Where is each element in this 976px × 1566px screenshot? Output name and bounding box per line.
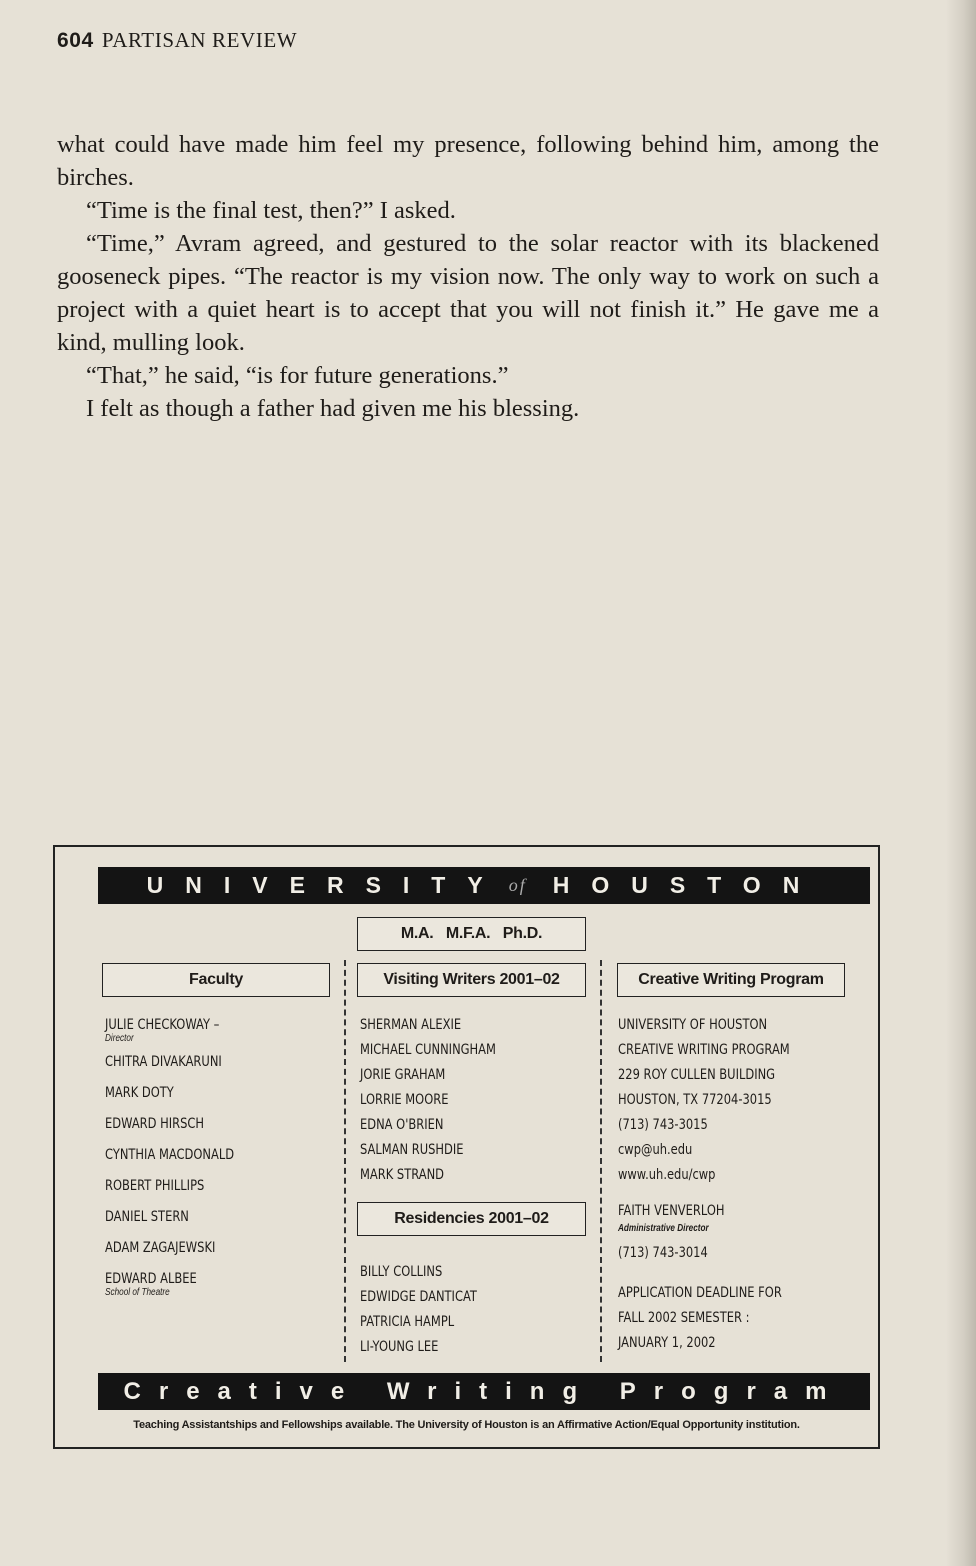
degrees-box: M.A. M.F.A. Ph.D. [357, 917, 586, 951]
page-number: 604 [57, 29, 94, 52]
title-university: UNIVERSITY [146, 872, 505, 898]
residencies-list [360, 1264, 503, 1364]
paragraph: “Time is the final test, then?” I asked. [86, 197, 456, 224]
address-line: CREATIVE WRITING PROGRAM [618, 1042, 790, 1058]
resident-writer: BILLY COLLINS [360, 1264, 443, 1280]
paragraph: I felt as though a father had given me his blessing. [86, 395, 580, 422]
contact-name: FAITH VENVERLOH [618, 1203, 725, 1219]
faculty-member: ADAM ZAGAJEWSKI [105, 1240, 216, 1256]
visiting-writers-heading: Visiting Writers 2001–02 [357, 963, 586, 997]
ad-footer: Teaching Assistantships and Fellowships available. The University of Houston is an Affirmative Action/Equal Opportunity institution. [133, 1419, 800, 1431]
deadline-line: APPLICATION DEADLINE FOR [618, 1285, 782, 1301]
deadline-block [618, 1285, 818, 1360]
visiting-writer: SALMAN RUSHDIE [360, 1142, 464, 1158]
address-line: HOUSTON, TX 77204-3015 [618, 1092, 772, 1108]
contact-phone: (713) 743-3014 [618, 1245, 708, 1261]
column-divider [600, 960, 602, 1362]
resident-writer: PATRICIA HAMPL [360, 1314, 455, 1330]
faculty-role: School of Theatre [105, 1287, 170, 1298]
email-address: cwp@uh.edu [618, 1142, 693, 1158]
contact-block [618, 1203, 748, 1270]
program-address [618, 1017, 827, 1192]
address-line: 229 ROY CULLEN BUILDING [618, 1067, 776, 1083]
page-edge [946, 0, 976, 1566]
resident-writer: EDWIDGE DANTICAT [360, 1289, 477, 1305]
story-text [57, 128, 879, 425]
address-line: UNIVERSITY OF HOUSTON [618, 1017, 768, 1033]
ad-title-banner [98, 867, 870, 904]
visiting-writers-list [360, 1017, 526, 1192]
title-of: of [508, 875, 527, 895]
visiting-writer: JORIE GRAHAM [360, 1067, 446, 1083]
running-header [57, 28, 297, 53]
faculty-member: EDWARD HIRSCH [105, 1116, 205, 1132]
faculty-member: EDWARD ALBEE [105, 1271, 197, 1287]
faculty-member: MARK DOTY [105, 1085, 174, 1101]
visiting-writer: LORRIE MOORE [360, 1092, 449, 1108]
title-houston: HOUSTON [552, 872, 822, 898]
residencies-heading: Residencies 2001–02 [357, 1202, 586, 1236]
visiting-writer: EDNA O'BRIEN [360, 1117, 444, 1133]
paragraph: “That,” he said, “is for future generations.” [86, 362, 509, 389]
address-line: (713) 743-3015 [618, 1117, 708, 1133]
faculty-heading: Faculty [102, 963, 330, 997]
deadline-line: JANUARY 1, 2002 [618, 1335, 716, 1351]
creative-writing-program-heading: Creative Writing Program [617, 963, 845, 997]
faculty-member: ROBERT PHILLIPS [105, 1178, 205, 1194]
faculty-member: CHITRA DIVAKARUNI [105, 1054, 222, 1070]
paragraph: what could have made him feel my presence, following behind him, among the birches. [57, 131, 879, 191]
faculty-member: JULIE CHECKOWAY – [105, 1017, 220, 1033]
journal-title: PARTISAN REVIEW [101, 28, 298, 52]
creative-writing-banner: Creative Writing Program [98, 1373, 870, 1410]
visiting-writer: MICHAEL CUNNINGHAM [360, 1042, 496, 1058]
faculty-member: CYNTHIA MACDONALD [105, 1147, 235, 1163]
visiting-writer: MARK STRAND [360, 1167, 445, 1183]
contact-role: Administrative Director [618, 1223, 709, 1234]
paragraph: “Time,” Avram agreed, and gestured to the solar reactor with its blackened gooseneck pipes. “The reactor is my vision now. The only way to work on such a project with a quiet heart is to accept that you will not finish it.” He gave me a kind, mulling look. [57, 230, 879, 356]
visiting-writer: SHERMAN ALEXIE [360, 1017, 462, 1033]
column-divider [344, 960, 346, 1362]
website-address: www.uh.edu/cwp [618, 1167, 716, 1183]
university-houston-ad [53, 845, 880, 1449]
faculty-role: Director [105, 1033, 134, 1044]
faculty-list [105, 1017, 262, 1308]
deadline-line: FALL 2002 SEMESTER : [618, 1310, 750, 1326]
faculty-member: DANIEL STERN [105, 1209, 189, 1225]
resident-writer: LI-YOUNG LEE [360, 1339, 439, 1355]
